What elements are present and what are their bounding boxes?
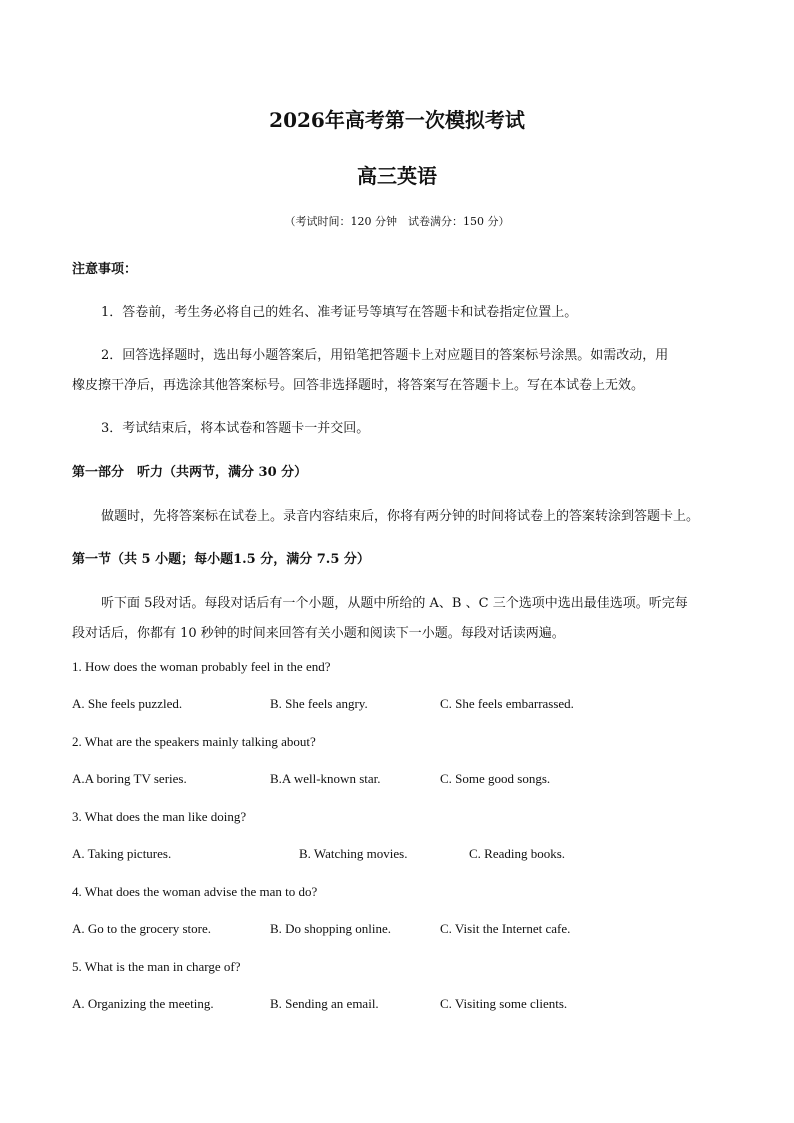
question-3-option-b: B. Watching movies. bbox=[299, 846, 408, 861]
question-1-option-b: B. She feels angry. bbox=[270, 696, 368, 711]
notice-item-2-line-2: 橡皮擦干净后，再选涂其他答案标号。回答非选择题时，将答案写在答题卡上。写在本试卷上无效。 bbox=[72, 378, 645, 393]
question-4-option-c: C. Visit the Internet cafe. bbox=[440, 921, 571, 936]
question-5-option-c: C. Visiting some clients. bbox=[440, 996, 568, 1011]
section1-heading: 第一节（共 5 小题；每小题1.5 分，满分 7.5 分） bbox=[72, 552, 370, 567]
question-5-option-b: B. Sending an email. bbox=[270, 996, 379, 1011]
question-2-option-c: C. Some good songs. bbox=[440, 771, 551, 786]
part1-heading: 第一部分 听力（共两节，满分 30 分） bbox=[72, 465, 308, 480]
notice-item-1: 1．答卷前，考生务必将自己的姓名、准考证号等填写在答题卡和试卷指定位置上。 bbox=[101, 305, 578, 320]
subject-title: 高三英语 bbox=[357, 164, 437, 188]
exam-title: 2026年高考第一次模拟考试 bbox=[269, 108, 525, 132]
question-2: 2. What are the speakers mainly talking about? bbox=[72, 734, 316, 749]
exam-info: （考试时间：120 分钟 试卷满分：150 分） bbox=[284, 215, 510, 228]
notice-heading: 注意事项： bbox=[72, 262, 138, 277]
question-3-option-c: C. Reading books. bbox=[469, 846, 566, 861]
question-5-option-a: A. Organizing the meeting. bbox=[72, 996, 214, 1011]
section1-instruction-line-2: 段对话后，你都有 10 秒钟的时间来回答有关小题和阅读下一小题。每段对话读两遍。 bbox=[72, 626, 565, 641]
part1-instruction: 做题时，先将答案标在试卷上。录音内容结束后，你将有两分钟的时间将试卷上的答案转涂到答题卡上。 bbox=[101, 509, 700, 524]
question-1-option-c: C. She feels embarrassed. bbox=[440, 696, 574, 711]
question-2-option-b: B.A well-known star. bbox=[270, 771, 381, 786]
question-2-option-a: A.A boring TV series. bbox=[72, 771, 187, 786]
question-1: 1. How does the woman probably feel in the end? bbox=[72, 659, 331, 674]
section1-instruction-line-1: 听下面 5段对话。每段对话后有一个小题，从题中所给的 A、B 、C 三个选项中选出最佳选项。听完每 bbox=[101, 596, 688, 611]
question-3-option-a: A. Taking pictures. bbox=[72, 846, 172, 861]
question-3: 3. What does the man like doing? bbox=[72, 809, 247, 824]
question-4: 4. What does the woman advise the man to do? bbox=[72, 884, 318, 899]
question-1-option-a: A. She feels puzzled. bbox=[72, 696, 183, 711]
notice-item-3: 3．考试结束后，将本试卷和答题卡一并交回。 bbox=[101, 421, 370, 436]
question-4-option-a: A. Go to the grocery store. bbox=[72, 921, 211, 936]
question-4-option-b: B. Do shopping online. bbox=[270, 921, 391, 936]
notice-item-2-line-1: 2．回答选择题时，选出每小题答案后，用铅笔把答题卡上对应题目的答案标号涂黑。如需改动，用 bbox=[101, 348, 669, 363]
question-5: 5. What is the man in charge of? bbox=[72, 959, 241, 974]
